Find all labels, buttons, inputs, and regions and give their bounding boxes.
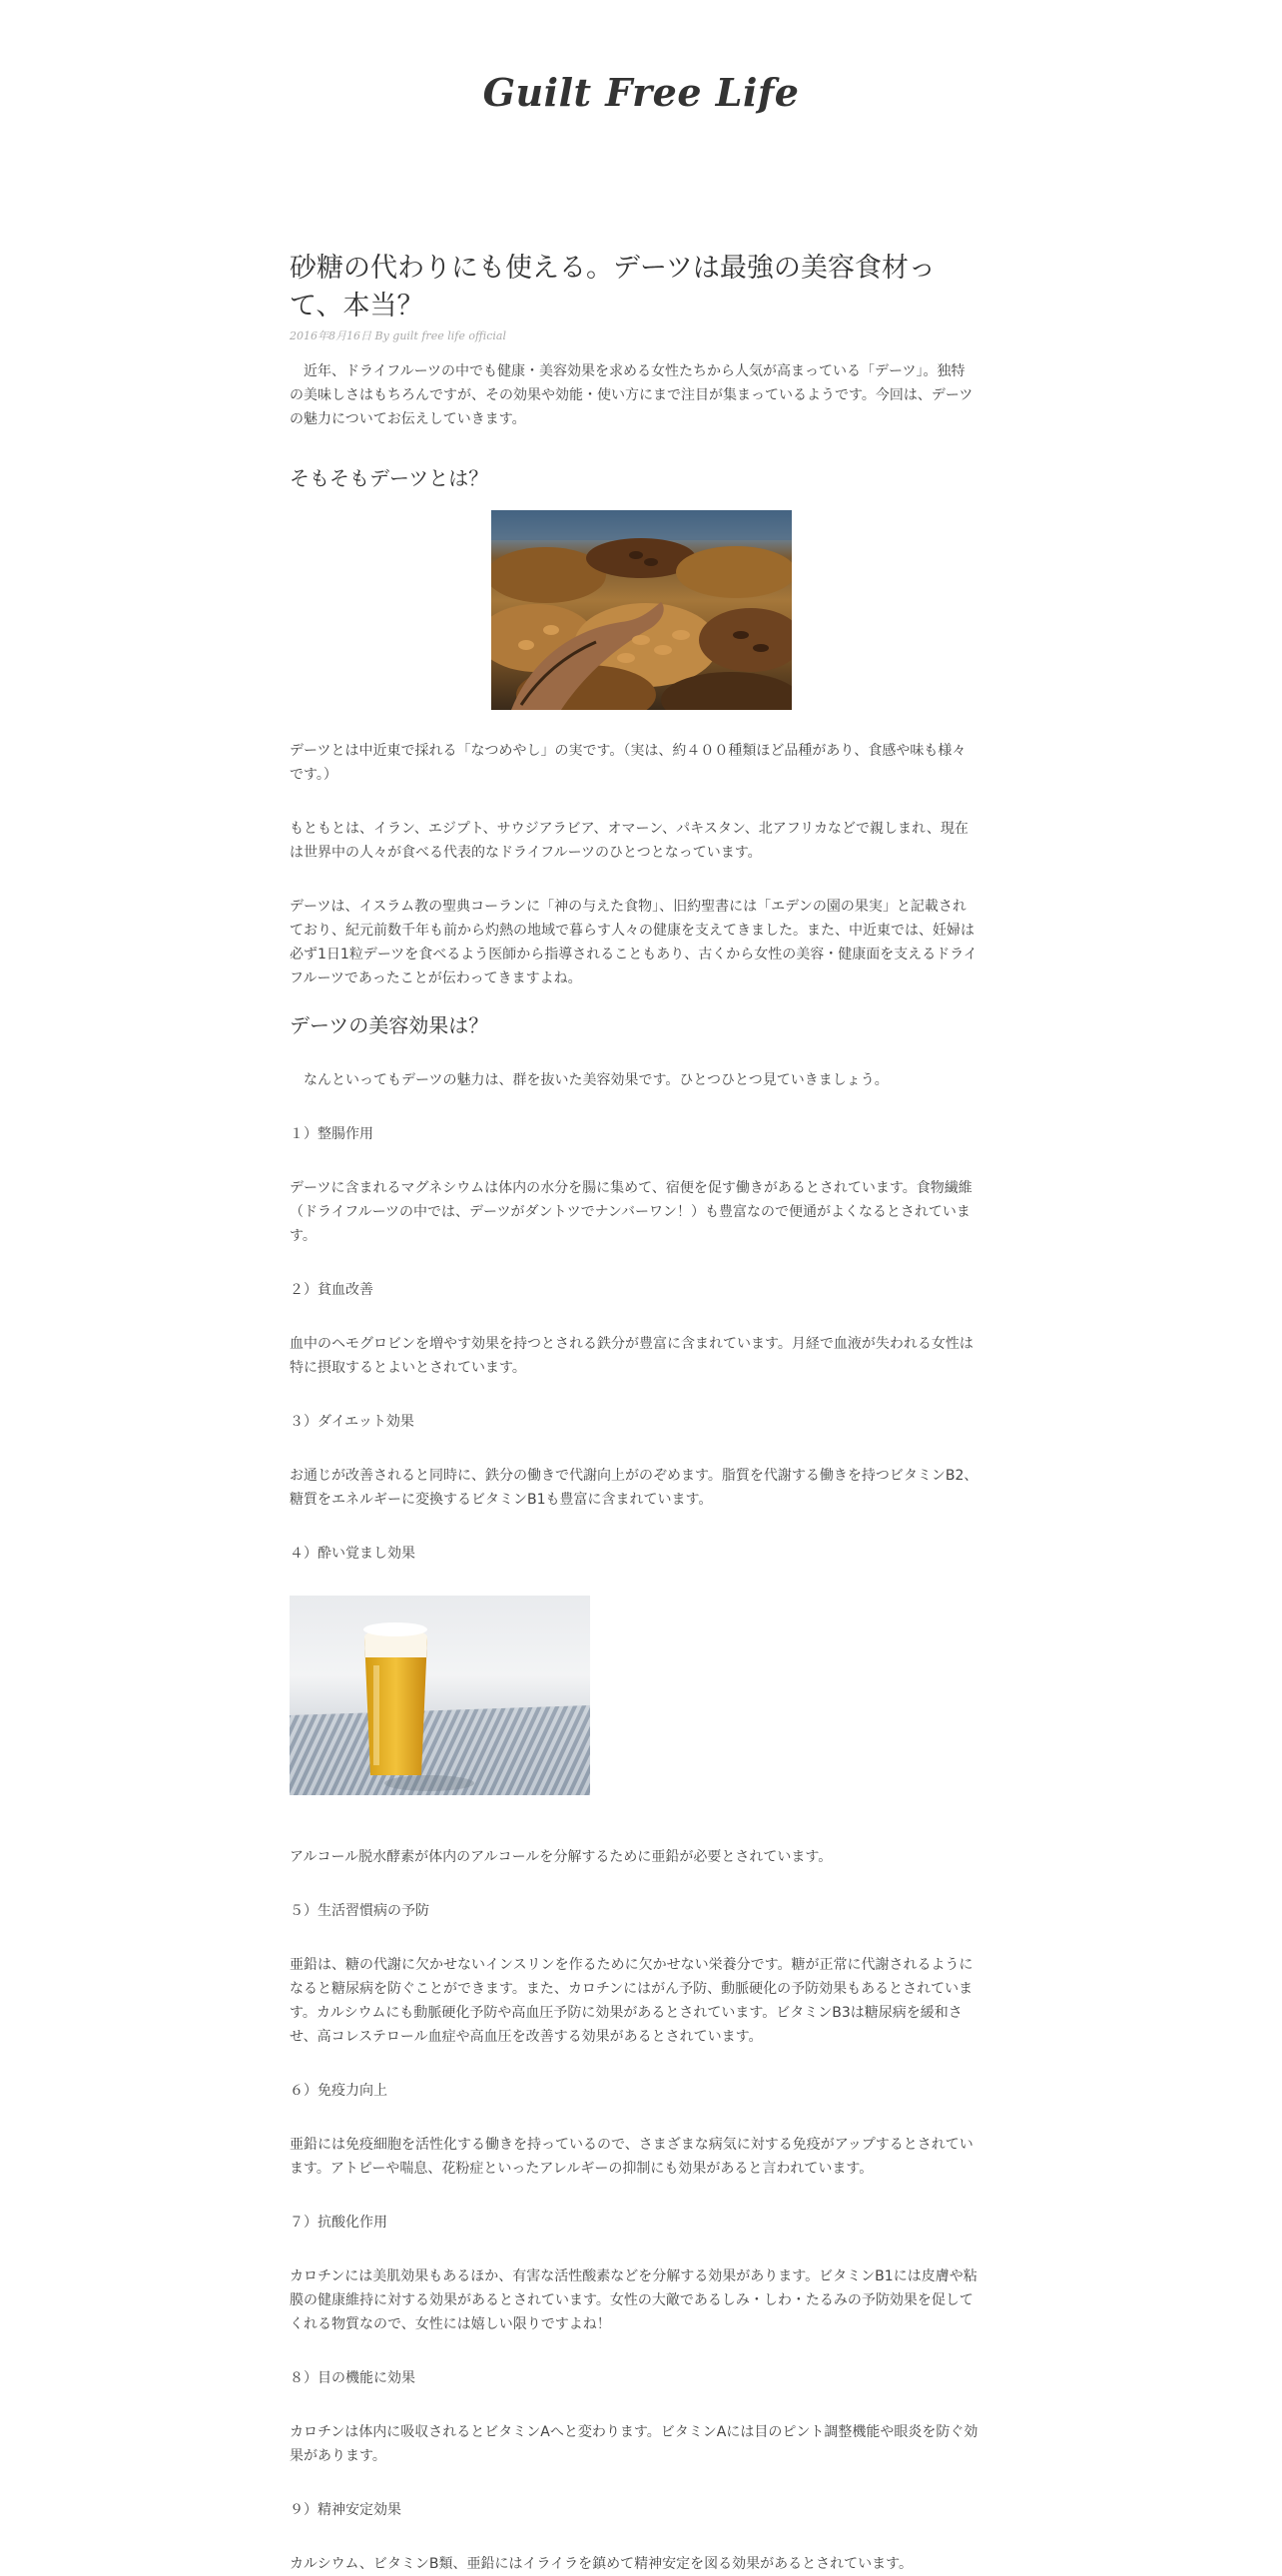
item-label: １）整腸作用 — [290, 1126, 373, 1142]
item-label: ２）貧血改善 — [290, 1282, 373, 1298]
item-label: ５）生活習慣病の予防 — [290, 1903, 429, 1919]
section1-p3: デーツは、イスラム教の聖典コーランに「神の与えた食物」、旧約聖書には「エデンの園の果実」と記載されており、紀元前数千年も前から灼熱の地域で暮らす人々の健康を支えてきました。また、中近東では、妊婦は必ず1日1粒デーツを食べるよう医師から指導されることもあり、古くから女性の美容・健康面を支えるドライフルーツであったことが伝わってきますよね。 — [290, 899, 977, 986]
beer-glass-image — [290, 1596, 590, 1795]
section1-p1: デーツとは中近東で採れる「なつめやし」の実です。（実は、約４００種類ほど品種があり、食感や味も様々です。） — [290, 743, 966, 783]
item-text: カルシウム、ビタミンB類、亜鉛にはイライラを鎮めて精神安定を図る効果があるとされています。 — [290, 2556, 913, 2572]
item-text: カロチンは体内に吸収されるとビタミンAへと変わります。ビタミンAには目のピント調整機能や眼炎を防ぐ効果があります。 — [290, 2424, 978, 2464]
item-text: 亜鉛は、糖の代謝に欠かせないインスリンを作るために欠かせない栄養分です。糖が正常に代謝されるようになると糖尿病を防ぐことができます。また、カロチンにはがん予防、動脈硬化の予防効果もあるとされています。カルシウムにも動脈硬化予防や高血圧予防に効果があるとされています。ビタミンB3は糖尿病を緩和させ、高コレステロール血症や高血圧を改善する効果があるとされています。 — [290, 1957, 973, 2045]
item-text: アルコール脱水酵素が体内のアルコールを分解するために亜鉛が必要とされています。 — [290, 1849, 833, 1865]
section2-heading: デーツの美容効果は？ — [290, 1013, 489, 1037]
post-article — [290, 250, 978, 2572]
site-title[interactable]: Guilt Free Life — [482, 70, 800, 115]
item-text: カロチンには美肌効果もあるほか、有害な活性酸素などを分解する効果があります。ビタミンB1には皮膚や粘膜の健康維持に対する効果があるとされています。女性の大敵であるしみ・しわ・たるみの予防効果を促してくれる物質なので、女性には嬉しい限りですよね！ — [290, 2268, 977, 2332]
item-label: ４）酔い覚まし効果 — [290, 1546, 415, 1562]
item-text: お通じが改善されると同時に、鉄分の働きで代謝向上がのぞめます。脂質を代謝する働きを持つビタミンB2、糖質をエネルギーに変換するビタミンB1も豊富に含まれています。 — [290, 1468, 978, 1508]
dates-market-image — [491, 510, 792, 710]
item-label: ８）目の機能に効果 — [290, 2370, 415, 2386]
item-text: デーツに含まれるマグネシウムは体内の水分を腸に集めて、宿便を促す働きがあるとされています。食物繊維（ドライフルーツの中では、デーツがダントツでナンバーワン！）も豊富なので便通がよくなるとされています。 — [290, 1180, 972, 1244]
item-label: ３）ダイエット効果 — [290, 1414, 414, 1430]
section1-heading: そもそもデーツとは？ — [290, 466, 489, 490]
post-title: 砂糖の代わりにも使える。デーツは最強の美容食材って、本当？ — [290, 253, 936, 322]
item-label: ６）免疫力向上 — [290, 2083, 387, 2099]
item-text: 血中のヘモグロビンを増やす効果を持つとされる鉄分が豊富に含まれています。月経で血液が失われる女性は特に摂取するとよいとされています。 — [290, 1336, 973, 1376]
section1-p2: もともとは、イラン、エジプト、サウジアラビア、オマーン、パキスタン、北アフリカなどで親しまれ、現在は世界中の人々が食べる代表的なドライフルーツのひとつとなっています。 — [290, 821, 968, 861]
post-intro: 近年、ドライフルーツの中でも健康・美容効果を求める女性たちから人気が高まっている「デーツ」。独特の美味しさはもちろんですが、その効果や効能・使い方にまで注目が集まっているようです。今回は、デーツの魅力についてお伝えしていきます。 — [290, 363, 973, 427]
item-label: ９）精神安定効果 — [290, 2502, 401, 2518]
item-text: 亜鉛には免疫細胞を活性化する働きを持っているので、さまざまな病気に対する免疫がアップするとされています。アトピーや喘息、花粉症といったアレルギーの抑制にも効果があると言われています。 — [290, 2137, 973, 2177]
item-label: ７）抗酸化作用 — [290, 2215, 387, 2231]
section2-lead: なんといってもデーツの魅力は、群を抜いた美容効果です。ひとつひとつ見ていきましょう。 — [290, 1072, 889, 1088]
post-meta: 2016年8月16日 By guilt free life official — [290, 329, 507, 342]
